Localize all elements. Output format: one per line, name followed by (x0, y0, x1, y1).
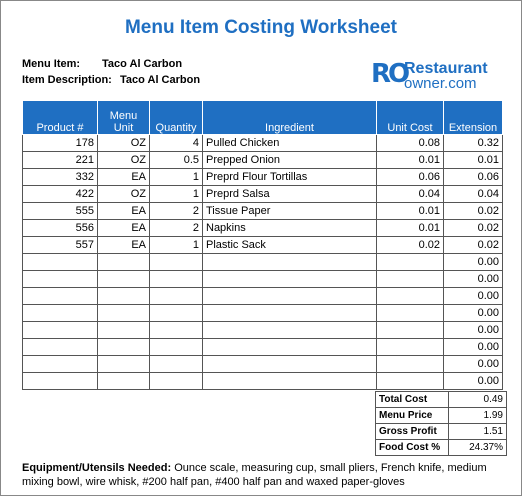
equipment-text: Ounce scale, measuring cup, small pliers, French knife, medium mixing bowl, wire whisk, #200 half pan, #400 half pan and waxed paper-gloves (22, 462, 487, 488)
restaurantowner-logo (371, 59, 491, 93)
unit-cost-cell (377, 288, 444, 305)
product-cell (23, 356, 98, 373)
unit-cell (98, 322, 150, 339)
product-cell: 556 (23, 220, 98, 237)
unit-cell (98, 271, 150, 288)
table-row (23, 356, 503, 373)
menu-item-label: Menu Item: (22, 58, 81, 70)
ingredient-cell: Tissue Paper (203, 203, 377, 220)
product-cell (23, 288, 98, 305)
extension-cell: 0.00 (444, 305, 503, 322)
extension-cell: 0.00 (444, 271, 503, 288)
ingredient-cell: Preprd Flour Tortillas (203, 169, 377, 186)
unit-cell (98, 373, 150, 390)
ingredient-cell (203, 356, 377, 373)
item-description-value: Taco Al Carbon (120, 74, 201, 86)
quantity-cell (150, 271, 203, 288)
logo-line-2: owner.com (404, 75, 477, 92)
logo-line-1: Restaurant (404, 60, 488, 77)
quantity-cell (150, 356, 203, 373)
product-cell (23, 373, 98, 390)
product-cell: 555 (23, 203, 98, 220)
unit-cell: EA (98, 237, 150, 254)
unit-cell (98, 339, 150, 356)
extension-cell: 0.00 (444, 288, 503, 305)
ingredient-cell (203, 339, 377, 356)
table-row (23, 237, 503, 254)
item-description-row (22, 74, 201, 86)
table-row (23, 135, 503, 152)
unit-cost-cell (377, 373, 444, 390)
totals-row (376, 424, 507, 440)
quantity-cell (150, 339, 203, 356)
unit-cost-cell: 0.01 (377, 152, 444, 169)
unit-cost-cell: 0.06 (377, 169, 444, 186)
item-description-label: Item Description: (22, 74, 112, 86)
unit-cost-cell (377, 356, 444, 373)
unit-cell (98, 305, 150, 322)
col-extension: Extension (444, 101, 503, 135)
table-row (23, 288, 503, 305)
extension-cell: 0.32 (444, 135, 503, 152)
table-row (23, 220, 503, 237)
quantity-cell (150, 254, 203, 271)
product-cell: 557 (23, 237, 98, 254)
table-row (23, 339, 503, 356)
col-ingredient: Ingredient (203, 101, 377, 135)
product-cell: 332 (23, 169, 98, 186)
extension-cell: 0.04 (444, 186, 503, 203)
ingredient-cell: Napkins (203, 220, 377, 237)
totals-label: Total Cost (376, 392, 449, 408)
page-title: Menu Item Costing Worksheet (124, 17, 397, 38)
totals-label: Food Cost % (376, 440, 449, 456)
totals-label: Menu Price (376, 408, 449, 424)
ingredient-cell: Plastic Sack (203, 237, 377, 254)
unit-cell: EA (98, 220, 150, 237)
unit-cell: OZ (98, 152, 150, 169)
totals-value: 0.49 (449, 392, 507, 408)
unit-cost-cell: 0.04 (377, 186, 444, 203)
extension-cell: 0.06 (444, 169, 503, 186)
quantity-cell: 1 (150, 186, 203, 203)
unit-cell: OZ (98, 135, 150, 152)
quantity-cell: 4 (150, 135, 203, 152)
unit-cell: EA (98, 203, 150, 220)
logo-mark: RO (371, 59, 408, 89)
totals-value: 1.51 (449, 424, 507, 440)
extension-cell: 0.00 (444, 373, 503, 390)
quantity-cell (150, 305, 203, 322)
unit-cost-cell: 0.08 (377, 135, 444, 152)
quantity-cell (150, 373, 203, 390)
extension-cell: 0.02 (444, 220, 503, 237)
menu-item-row (22, 58, 183, 70)
table-row (23, 254, 503, 271)
quantity-cell: 1 (150, 169, 203, 186)
unit-cost-cell: 0.01 (377, 220, 444, 237)
product-cell (23, 271, 98, 288)
product-cell (23, 305, 98, 322)
table-row (23, 305, 503, 322)
ingredient-cell (203, 254, 377, 271)
product-cell (23, 322, 98, 339)
totals-row (376, 440, 507, 456)
equipment-note (22, 461, 500, 489)
unit-cost-cell: 0.02 (377, 237, 444, 254)
totals-row (376, 392, 507, 408)
table-row (23, 152, 503, 169)
product-cell (23, 254, 98, 271)
quantity-cell: 0.5 (150, 152, 203, 169)
quantity-cell: 2 (150, 220, 203, 237)
col-unit-cost: Unit Cost (377, 101, 444, 135)
ingredient-cell (203, 322, 377, 339)
unit-cost-cell (377, 339, 444, 356)
product-cell: 178 (23, 135, 98, 152)
extension-cell: 0.02 (444, 203, 503, 220)
ingredient-cell: Pulled Chicken (203, 135, 377, 152)
table-row (23, 373, 503, 390)
table-row (23, 322, 503, 339)
totals-table (375, 391, 507, 456)
unit-cell (98, 288, 150, 305)
product-cell (23, 339, 98, 356)
extension-cell: 0.02 (444, 237, 503, 254)
table-header (23, 101, 503, 135)
quantity-cell: 1 (150, 237, 203, 254)
unit-cost-cell: 0.01 (377, 203, 444, 220)
table-row (23, 271, 503, 288)
ingredient-table (22, 100, 503, 390)
quantity-cell (150, 288, 203, 305)
product-cell: 422 (23, 186, 98, 203)
unit-cell: OZ (98, 186, 150, 203)
product-cell: 221 (23, 152, 98, 169)
table-row (23, 169, 503, 186)
totals-row (376, 408, 507, 424)
table-row (23, 186, 503, 203)
totals-value: 24.37% (449, 440, 507, 456)
ingredient-cell: Preprd Salsa (203, 186, 377, 203)
equipment-label: Equipment/Utensils Needed: (22, 462, 172, 474)
unit-cell: EA (98, 169, 150, 186)
col-quantity: Quantity (150, 101, 203, 135)
ingredient-cell (203, 271, 377, 288)
ingredient-cell (203, 373, 377, 390)
ingredient-cell: Prepped Onion (203, 152, 377, 169)
ingredient-cell (203, 305, 377, 322)
table-row (23, 203, 503, 220)
unit-cost-cell (377, 305, 444, 322)
quantity-cell: 2 (150, 203, 203, 220)
unit-cell (98, 254, 150, 271)
col-menu-unit: Menu Unit (98, 101, 150, 135)
col-product: Product # (23, 101, 98, 135)
extension-cell: 0.00 (444, 254, 503, 271)
unit-cost-cell (377, 254, 444, 271)
ingredient-cell (203, 288, 377, 305)
unit-cell (98, 356, 150, 373)
extension-cell: 0.00 (444, 322, 503, 339)
totals-label: Gross Profit (376, 424, 449, 440)
quantity-cell (150, 322, 203, 339)
extension-cell: 0.00 (444, 339, 503, 356)
unit-cost-cell (377, 322, 444, 339)
extension-cell: 0.00 (444, 356, 503, 373)
unit-cost-cell (377, 271, 444, 288)
menu-item-value: Taco Al Carbon (102, 58, 183, 70)
extension-cell: 0.01 (444, 152, 503, 169)
totals-value: 1.99 (449, 408, 507, 424)
